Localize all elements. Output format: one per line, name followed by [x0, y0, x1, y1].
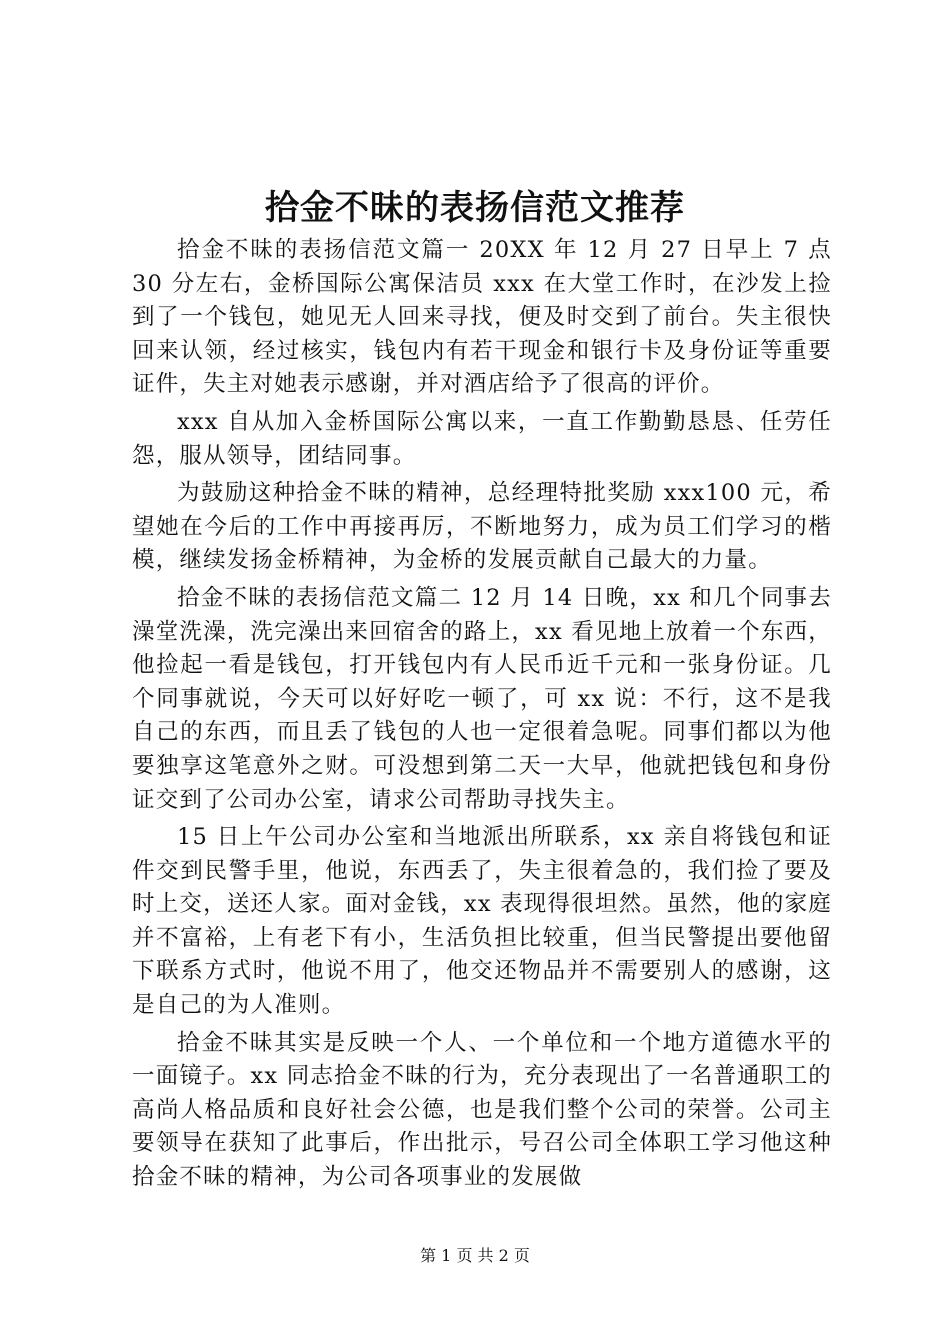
- paragraph-3: 为鼓励这种拾金不昧的精神，总经理特批奖励 xxx100 元，希望她在今后的工作中再接再厉，不断地努力，成为员工们学习的楷模，继续发扬金桥精神，为金桥的发展贡献自己最大的力量。: [132, 480, 832, 574]
- document-body: [132, 234, 832, 1195]
- paragraph-4: 拾金不昧的表扬信范文篇二 12 月 14 日晚，xx 和几个同事去澡堂洗澡，洗完澡出来回宿舍的路上，xx 看见地上放着一个东西，他捡起一看是钱包，打开钱包内有人民币近千元和一张身份证。几个同事就说，今天可以好好吃一顿了，可 xx 说：不行，这不是我自己的东西，而且丢了钱包的人也一定很着急呢。同事们都以为他要独享这笔意外之财。可没想到第二天一大早，他就把钱包和身份证交到了公司办公室，请求公司帮助寻找失主。: [132, 584, 832, 813]
- paragraph-2: xxx 自从加入金桥国际公寓以来，一直工作勤勤恳恳、任劳任怨，服从领导，团结同事。: [132, 408, 832, 469]
- paragraph-5: 15 日上午公司办公室和当地派出所联系，xx 亲自将钱包和证件交到民警手里，他说，东西丢了，失主很着急的，我们捡了要及时上交，送还人家。面对金钱，xx 表现得很坦然。虽然，他的家庭并不富裕，上有老下有小，生活负担比较重，但当民警提出要他留下联系方式时，他说不用了，他交还物品并不需要别人的感谢，这是自己的为人准则。: [132, 824, 832, 1019]
- paragraph-1: 拾金不昧的表扬信范文篇一 20XX 年 12 月 27 日早上 7 点 30 分左右，金桥国际公寓保洁员 xxx 在大堂工作时，在沙发上捡到了一个钱包，她见无人回来寻找，便及时交到了前台。失主很快回来认领，经过核实，钱包内有若干现金和银行卡及身份证等重要证件，失主对她表示感谢，并对酒店给予了很高的评价。: [132, 237, 832, 398]
- document-title: 拾金不昧的表扬信范文推荐: [265, 188, 685, 228]
- page-number-footer: 第 1 页 共 2 页: [420, 1246, 530, 1265]
- paragraph-6: 拾金不昧其实是反映一个人、一个单位和一个地方道德水平的一面镜子。xx 同志拾金不昧的行为，充分表现出了一名普通职工的高尚人格品质和良好社会公德，也是我们整个公司的荣誉。公司主要领导在获知了此事后，作出批示，号召公司全体职工学习他这种拾金不昧的精神，为公司各项事业的发展做: [132, 1029, 832, 1191]
